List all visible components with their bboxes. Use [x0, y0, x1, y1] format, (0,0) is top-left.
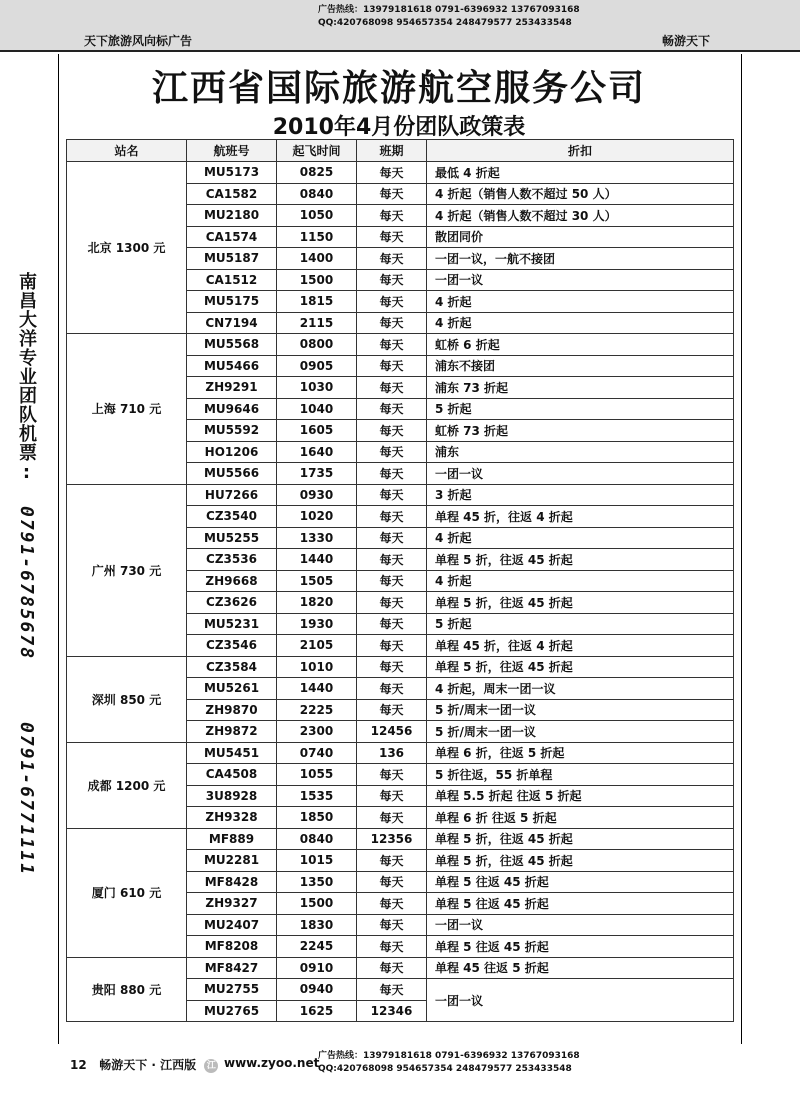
departure-time-cell: 1830 — [277, 914, 357, 936]
station-cell: 深圳 850 元 — [67, 656, 187, 742]
discount-cell: 一团一议，一航不接团 — [427, 248, 734, 270]
schedule-cell: 每天 — [357, 635, 427, 657]
schedule-cell: 每天 — [357, 183, 427, 205]
publication-badge-icon: 江 — [204, 1059, 218, 1073]
discount-cell: 4 折起 — [427, 291, 734, 313]
departure-time-cell: 1015 — [277, 850, 357, 872]
footer-publication — [70, 1056, 218, 1073]
flight-number-cell: CZ3626 — [187, 592, 277, 614]
discount-cell: 单程 45 折，往返 4 折起 — [427, 506, 734, 528]
footer-url: www.zyoo.net — [224, 1056, 320, 1070]
flight-number-cell: MU5261 — [187, 678, 277, 700]
station-cell: 成都 1200 元 — [67, 742, 187, 828]
side-ad-phone-1: 0791-6785678 — [16, 506, 37, 661]
col-header-station: 站名 — [67, 140, 187, 162]
schedule-cell: 136 — [357, 742, 427, 764]
departure-time-cell: 1020 — [277, 506, 357, 528]
flight-number-cell: MU5231 — [187, 613, 277, 635]
table-row — [67, 334, 734, 356]
departure-time-cell: 1820 — [277, 592, 357, 614]
departure-time-cell: 0825 — [277, 162, 357, 184]
footer — [0, 1046, 800, 1100]
flight-number-cell: CZ3536 — [187, 549, 277, 571]
schedule-cell: 每天 — [357, 377, 427, 399]
schedule-cell: 每天 — [357, 527, 427, 549]
departure-time-cell: 1440 — [277, 678, 357, 700]
discount-cell: 5 折/周末一团一议 — [427, 721, 734, 743]
flight-number-cell: MU2281 — [187, 850, 277, 872]
schedule-cell: 每天 — [357, 613, 427, 635]
departure-time-cell: 0910 — [277, 957, 357, 979]
station-cell: 广州 730 元 — [67, 484, 187, 656]
discount-cell: 一团一议 — [427, 914, 734, 936]
flight-number-cell: CA1582 — [187, 183, 277, 205]
discount-cell: 单程 45 往返 5 折起 — [427, 957, 734, 979]
header-hotline: 广告热线：13979181618 0791-6396932 13767093168 — [318, 5, 580, 15]
flight-number-cell: MF8428 — [187, 871, 277, 893]
schedule-cell: 每天 — [357, 205, 427, 227]
discount-cell: 散团同价 — [427, 226, 734, 248]
table-header-row — [67, 140, 734, 162]
departure-time-cell: 0840 — [277, 828, 357, 850]
page-number: 12 — [70, 1058, 87, 1072]
departure-time-cell: 1625 — [277, 1000, 357, 1022]
departure-time-cell: 1735 — [277, 463, 357, 485]
discount-cell: 浦东不接团 — [427, 355, 734, 377]
departure-time-cell: 1930 — [277, 613, 357, 635]
departure-time-cell: 1815 — [277, 291, 357, 313]
departure-time-cell: 0740 — [277, 742, 357, 764]
flight-number-cell: CZ3540 — [187, 506, 277, 528]
departure-time-cell: 1040 — [277, 398, 357, 420]
flight-number-cell: MU2755 — [187, 979, 277, 1001]
discount-cell: 5 折往返，55 折单程 — [427, 764, 734, 786]
discount-cell: 单程 5 折，往返 45 折起 — [427, 850, 734, 872]
schedule-cell: 每天 — [357, 506, 427, 528]
flight-number-cell: ZH9872 — [187, 721, 277, 743]
flight-number-cell: MU2407 — [187, 914, 277, 936]
flight-number-cell: MF889 — [187, 828, 277, 850]
departure-time-cell: 1055 — [277, 764, 357, 786]
departure-time-cell: 0840 — [277, 183, 357, 205]
discount-cell: 单程 6 折，往返 5 折起 — [427, 742, 734, 764]
schedule-cell: 12356 — [357, 828, 427, 850]
flight-number-cell: HO1206 — [187, 441, 277, 463]
flight-number-cell: CZ3546 — [187, 635, 277, 657]
footer-qq: QQ:420768098 954657354 248479577 253433548 — [318, 1064, 572, 1074]
schedule-cell: 每天 — [357, 355, 427, 377]
departure-time-cell: 1030 — [277, 377, 357, 399]
schedule-cell: 每天 — [357, 678, 427, 700]
schedule-cell: 每天 — [357, 398, 427, 420]
flight-number-cell: MU2765 — [187, 1000, 277, 1022]
schedule-cell: 每天 — [357, 936, 427, 958]
flight-number-cell: CA4508 — [187, 764, 277, 786]
discount-cell: 5 折/周末一团一议 — [427, 699, 734, 721]
flight-number-cell: CA1574 — [187, 226, 277, 248]
discount-cell: 单程 5 往返 45 折起 — [427, 871, 734, 893]
station-cell: 贵阳 880 元 — [67, 957, 187, 1022]
discount-cell: 一团一议 — [427, 979, 734, 1022]
discount-cell: 单程 5 折，往返 45 折起 — [427, 828, 734, 850]
flight-number-cell: MU5187 — [187, 248, 277, 270]
discount-cell: 5 折起 — [427, 613, 734, 635]
station-cell: 上海 710 元 — [67, 334, 187, 485]
flight-number-cell: MU5568 — [187, 334, 277, 356]
side-ad-phone-2: 0791-6771111 — [16, 722, 37, 877]
flight-number-cell: CZ3584 — [187, 656, 277, 678]
schedule-cell: 每天 — [357, 785, 427, 807]
departure-time-cell: 1500 — [277, 269, 357, 291]
departure-time-cell: 1640 — [277, 441, 357, 463]
departure-time-cell: 2105 — [277, 635, 357, 657]
flight-number-cell: MU5173 — [187, 162, 277, 184]
table-row — [67, 484, 734, 506]
flight-number-cell: 3U8928 — [187, 785, 277, 807]
flight-number-cell: MF8208 — [187, 936, 277, 958]
discount-cell: 4 折起 — [427, 527, 734, 549]
flight-number-cell: MU5566 — [187, 463, 277, 485]
departure-time-cell: 0930 — [277, 484, 357, 506]
departure-time-cell: 1535 — [277, 785, 357, 807]
departure-time-cell: 1400 — [277, 248, 357, 270]
schedule-cell: 每天 — [357, 914, 427, 936]
discount-cell: 一团一议 — [427, 463, 734, 485]
flight-number-cell: MF8427 — [187, 957, 277, 979]
departure-time-cell: 1010 — [277, 656, 357, 678]
schedule-cell: 每天 — [357, 549, 427, 571]
flight-number-cell: ZH9870 — [187, 699, 277, 721]
schedule-cell: 每天 — [357, 570, 427, 592]
schedule-cell: 每天 — [357, 871, 427, 893]
discount-cell: 虹桥 73 折起 — [427, 420, 734, 442]
footer-contact — [318, 1050, 580, 1076]
flight-number-cell: MU5255 — [187, 527, 277, 549]
schedule-cell: 每天 — [357, 592, 427, 614]
schedule-cell: 12346 — [357, 1000, 427, 1022]
discount-cell: 4 折起（销售人数不超过 30 人） — [427, 205, 734, 227]
side-ad-text: 南昌大洋专业团队机票: — [16, 272, 37, 484]
flight-number-cell: ZH9291 — [187, 377, 277, 399]
discount-cell: 最低 4 折起 — [427, 162, 734, 184]
col-header-flight: 航班号 — [187, 140, 277, 162]
side-advertisement — [18, 272, 42, 876]
flight-number-cell: HU7266 — [187, 484, 277, 506]
discount-cell: 4 折起，周末一团一议 — [427, 678, 734, 700]
flight-number-cell: MU5466 — [187, 355, 277, 377]
discount-cell: 浦东 73 折起 — [427, 377, 734, 399]
schedule-cell: 每天 — [357, 979, 427, 1001]
discount-cell: 5 折起 — [427, 398, 734, 420]
top-banner — [0, 0, 800, 52]
departure-time-cell: 1500 — [277, 893, 357, 915]
table-row — [67, 957, 734, 979]
schedule-cell: 每天 — [357, 291, 427, 313]
discount-cell: 单程 5 折，往返 45 折起 — [427, 549, 734, 571]
flight-number-cell: MU5451 — [187, 742, 277, 764]
header-qq: QQ:420768098 954657354 248479577 253433548 — [318, 18, 572, 28]
discount-cell: 单程 5 折，往返 45 折起 — [427, 592, 734, 614]
schedule-cell: 每天 — [357, 226, 427, 248]
departure-time-cell: 0800 — [277, 334, 357, 356]
schedule-cell: 每天 — [357, 269, 427, 291]
page-title: 江西省国际旅游航空服务公司 — [151, 68, 646, 109]
discount-cell: 单程 5.5 折起 往返 5 折起 — [427, 785, 734, 807]
table-row — [67, 828, 734, 850]
schedule-cell: 每天 — [357, 484, 427, 506]
schedule-cell: 每天 — [357, 957, 427, 979]
departure-time-cell: 0905 — [277, 355, 357, 377]
schedule-cell: 每天 — [357, 764, 427, 786]
flight-number-cell: MU2180 — [187, 205, 277, 227]
col-header-time: 起飞时间 — [277, 140, 357, 162]
header-left-title: 天下旅游风向标广告 — [84, 34, 193, 48]
schedule-cell: 每天 — [357, 334, 427, 356]
discount-cell: 一团一议 — [427, 269, 734, 291]
flight-number-cell: MU5175 — [187, 291, 277, 313]
departure-time-cell: 0940 — [277, 979, 357, 1001]
schedule-cell: 每天 — [357, 162, 427, 184]
flight-number-cell: MU5592 — [187, 420, 277, 442]
departure-time-cell: 1440 — [277, 549, 357, 571]
header-contact — [318, 4, 580, 30]
departure-time-cell: 2245 — [277, 936, 357, 958]
footer-hotline: 广告热线：13979181618 0791-6396932 13767093168 — [318, 1051, 580, 1061]
departure-time-cell: 1050 — [277, 205, 357, 227]
schedule-cell: 每天 — [357, 441, 427, 463]
departure-time-cell: 1505 — [277, 570, 357, 592]
departure-time-cell: 1605 — [277, 420, 357, 442]
flight-number-cell: ZH9328 — [187, 807, 277, 829]
col-header-schedule: 班期 — [357, 140, 427, 162]
departure-time-cell: 1350 — [277, 871, 357, 893]
discount-cell: 4 折起 — [427, 312, 734, 334]
table-body — [67, 162, 734, 1022]
discount-cell: 3 折起 — [427, 484, 734, 506]
schedule-cell: 每天 — [357, 248, 427, 270]
departure-time-cell: 1330 — [277, 527, 357, 549]
discount-cell: 单程 6 折 往返 5 折起 — [427, 807, 734, 829]
discount-cell: 虹桥 6 折起 — [427, 334, 734, 356]
publication-name: 畅游天下 · 江西版 — [99, 1058, 197, 1072]
departure-time-cell: 2115 — [277, 312, 357, 334]
schedule-cell: 每天 — [357, 463, 427, 485]
schedule-cell: 每天 — [357, 420, 427, 442]
departure-time-cell: 1150 — [277, 226, 357, 248]
departure-time-cell: 1850 — [277, 807, 357, 829]
flight-number-cell: MU9646 — [187, 398, 277, 420]
schedule-cell: 12456 — [357, 721, 427, 743]
flight-number-cell: ZH9668 — [187, 570, 277, 592]
flight-number-cell: ZH9327 — [187, 893, 277, 915]
policy-table — [66, 139, 734, 1022]
col-header-discount: 折扣 — [427, 140, 734, 162]
discount-cell: 单程 5 折，往返 45 折起 — [427, 656, 734, 678]
flight-number-cell: CN7194 — [187, 312, 277, 334]
schedule-cell: 每天 — [357, 850, 427, 872]
page-subtitle: 2010年4月份团队政策表 — [272, 115, 526, 140]
discount-cell: 单程 45 折，往返 4 折起 — [427, 635, 734, 657]
discount-cell: 浦东 — [427, 441, 734, 463]
schedule-cell: 每天 — [357, 656, 427, 678]
departure-time-cell: 2225 — [277, 699, 357, 721]
flight-number-cell: CA1512 — [187, 269, 277, 291]
discount-cell: 单程 5 往返 45 折起 — [427, 936, 734, 958]
schedule-cell: 每天 — [357, 312, 427, 334]
schedule-cell: 每天 — [357, 699, 427, 721]
station-cell: 厦门 610 元 — [67, 828, 187, 957]
table-row — [67, 656, 734, 678]
schedule-cell: 每天 — [357, 893, 427, 915]
table-row — [67, 162, 734, 184]
discount-cell: 4 折起 — [427, 570, 734, 592]
header-right-title: 畅游天下 — [662, 34, 711, 48]
discount-cell: 单程 5 往返 45 折起 — [427, 893, 734, 915]
departure-time-cell: 2300 — [277, 721, 357, 743]
schedule-cell: 每天 — [357, 807, 427, 829]
discount-cell: 4 折起（销售人数不超过 50 人） — [427, 183, 734, 205]
table-row — [67, 742, 734, 764]
station-cell: 北京 1300 元 — [67, 162, 187, 334]
